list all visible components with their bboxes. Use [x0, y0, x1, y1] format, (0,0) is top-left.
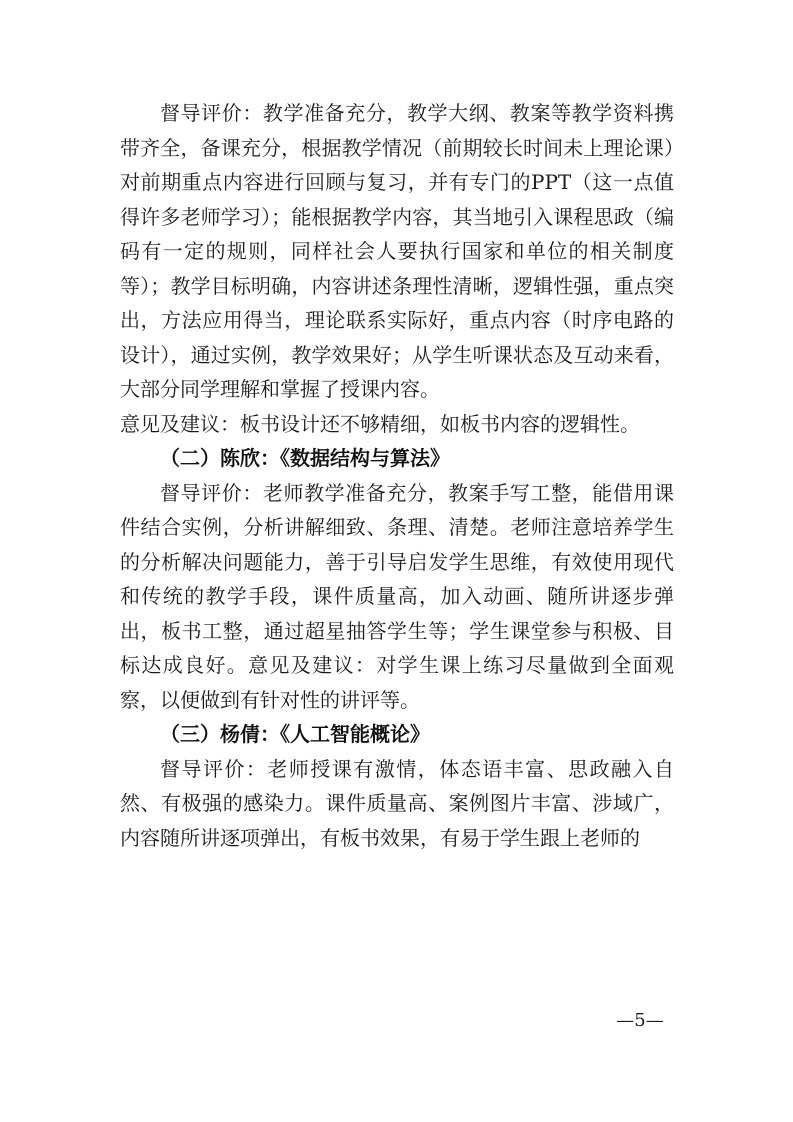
paragraph-evaluation-1: 督导评价：教学准备充分，教学大纲、教案等教学资料携带齐全，备课充分，根据教学情况（前期较长时间未上理论课）对前期重点内容进行回顾与复习，并有专门的PPT（这一点值得许多老师学习）；能根据教学内容，其当地引入课程思政（编码有一定的规则，同样社会人要执行国家和单位的相关制度等）；教学目标明确，内容讲述条理性清晰，逻辑性强，重点突出，方法应用得当，理论联系实际好，重点内容（时序电路的设计），通过实例，教学效果好；从学生听课状态及互动来看，大部分同学理解和掌握了授课内容。: [120, 101, 674, 401]
paragraph-evaluation-2: 督导评价：老师教学准备充分，教案手写工整，能借用课件结合实例，分析讲解细致、条理、清楚。老师注意培养学生的分析解决问题能力，善于引导启发学生思维，有效使用现代和传统的教学手段，课件质量高，加入动画、随所讲逐步弹出，板书工整，通过超星抽答学生等；学生课堂参与积极、目标达成良好。意见及建议：对学生课上练习尽量做到全面观察，以便做到有针对性的讲评等。: [120, 480, 674, 712]
section-heading-chen-xin: （二）陈欣：《数据结构与算法》: [160, 446, 450, 470]
section-heading-yang-qian: （三）杨倩：《人工智能概论》: [160, 722, 430, 746]
document-body: [120, 96, 674, 855]
paragraph-suggestion-1: 意见及建议：板书设计还不够精细，如板书内容的逻辑性。: [120, 411, 640, 436]
paragraph-evaluation-3: 督导评价：老师授课有激情，体态语丰富、思政融入自然、有极强的感染力。课件质量高、案例图片丰富、涉域广，内容随所讲逐项弹出，有板书效果，有易于学生跟上老师的: [120, 756, 674, 850]
page-number: —5—: [616, 1010, 664, 1031]
